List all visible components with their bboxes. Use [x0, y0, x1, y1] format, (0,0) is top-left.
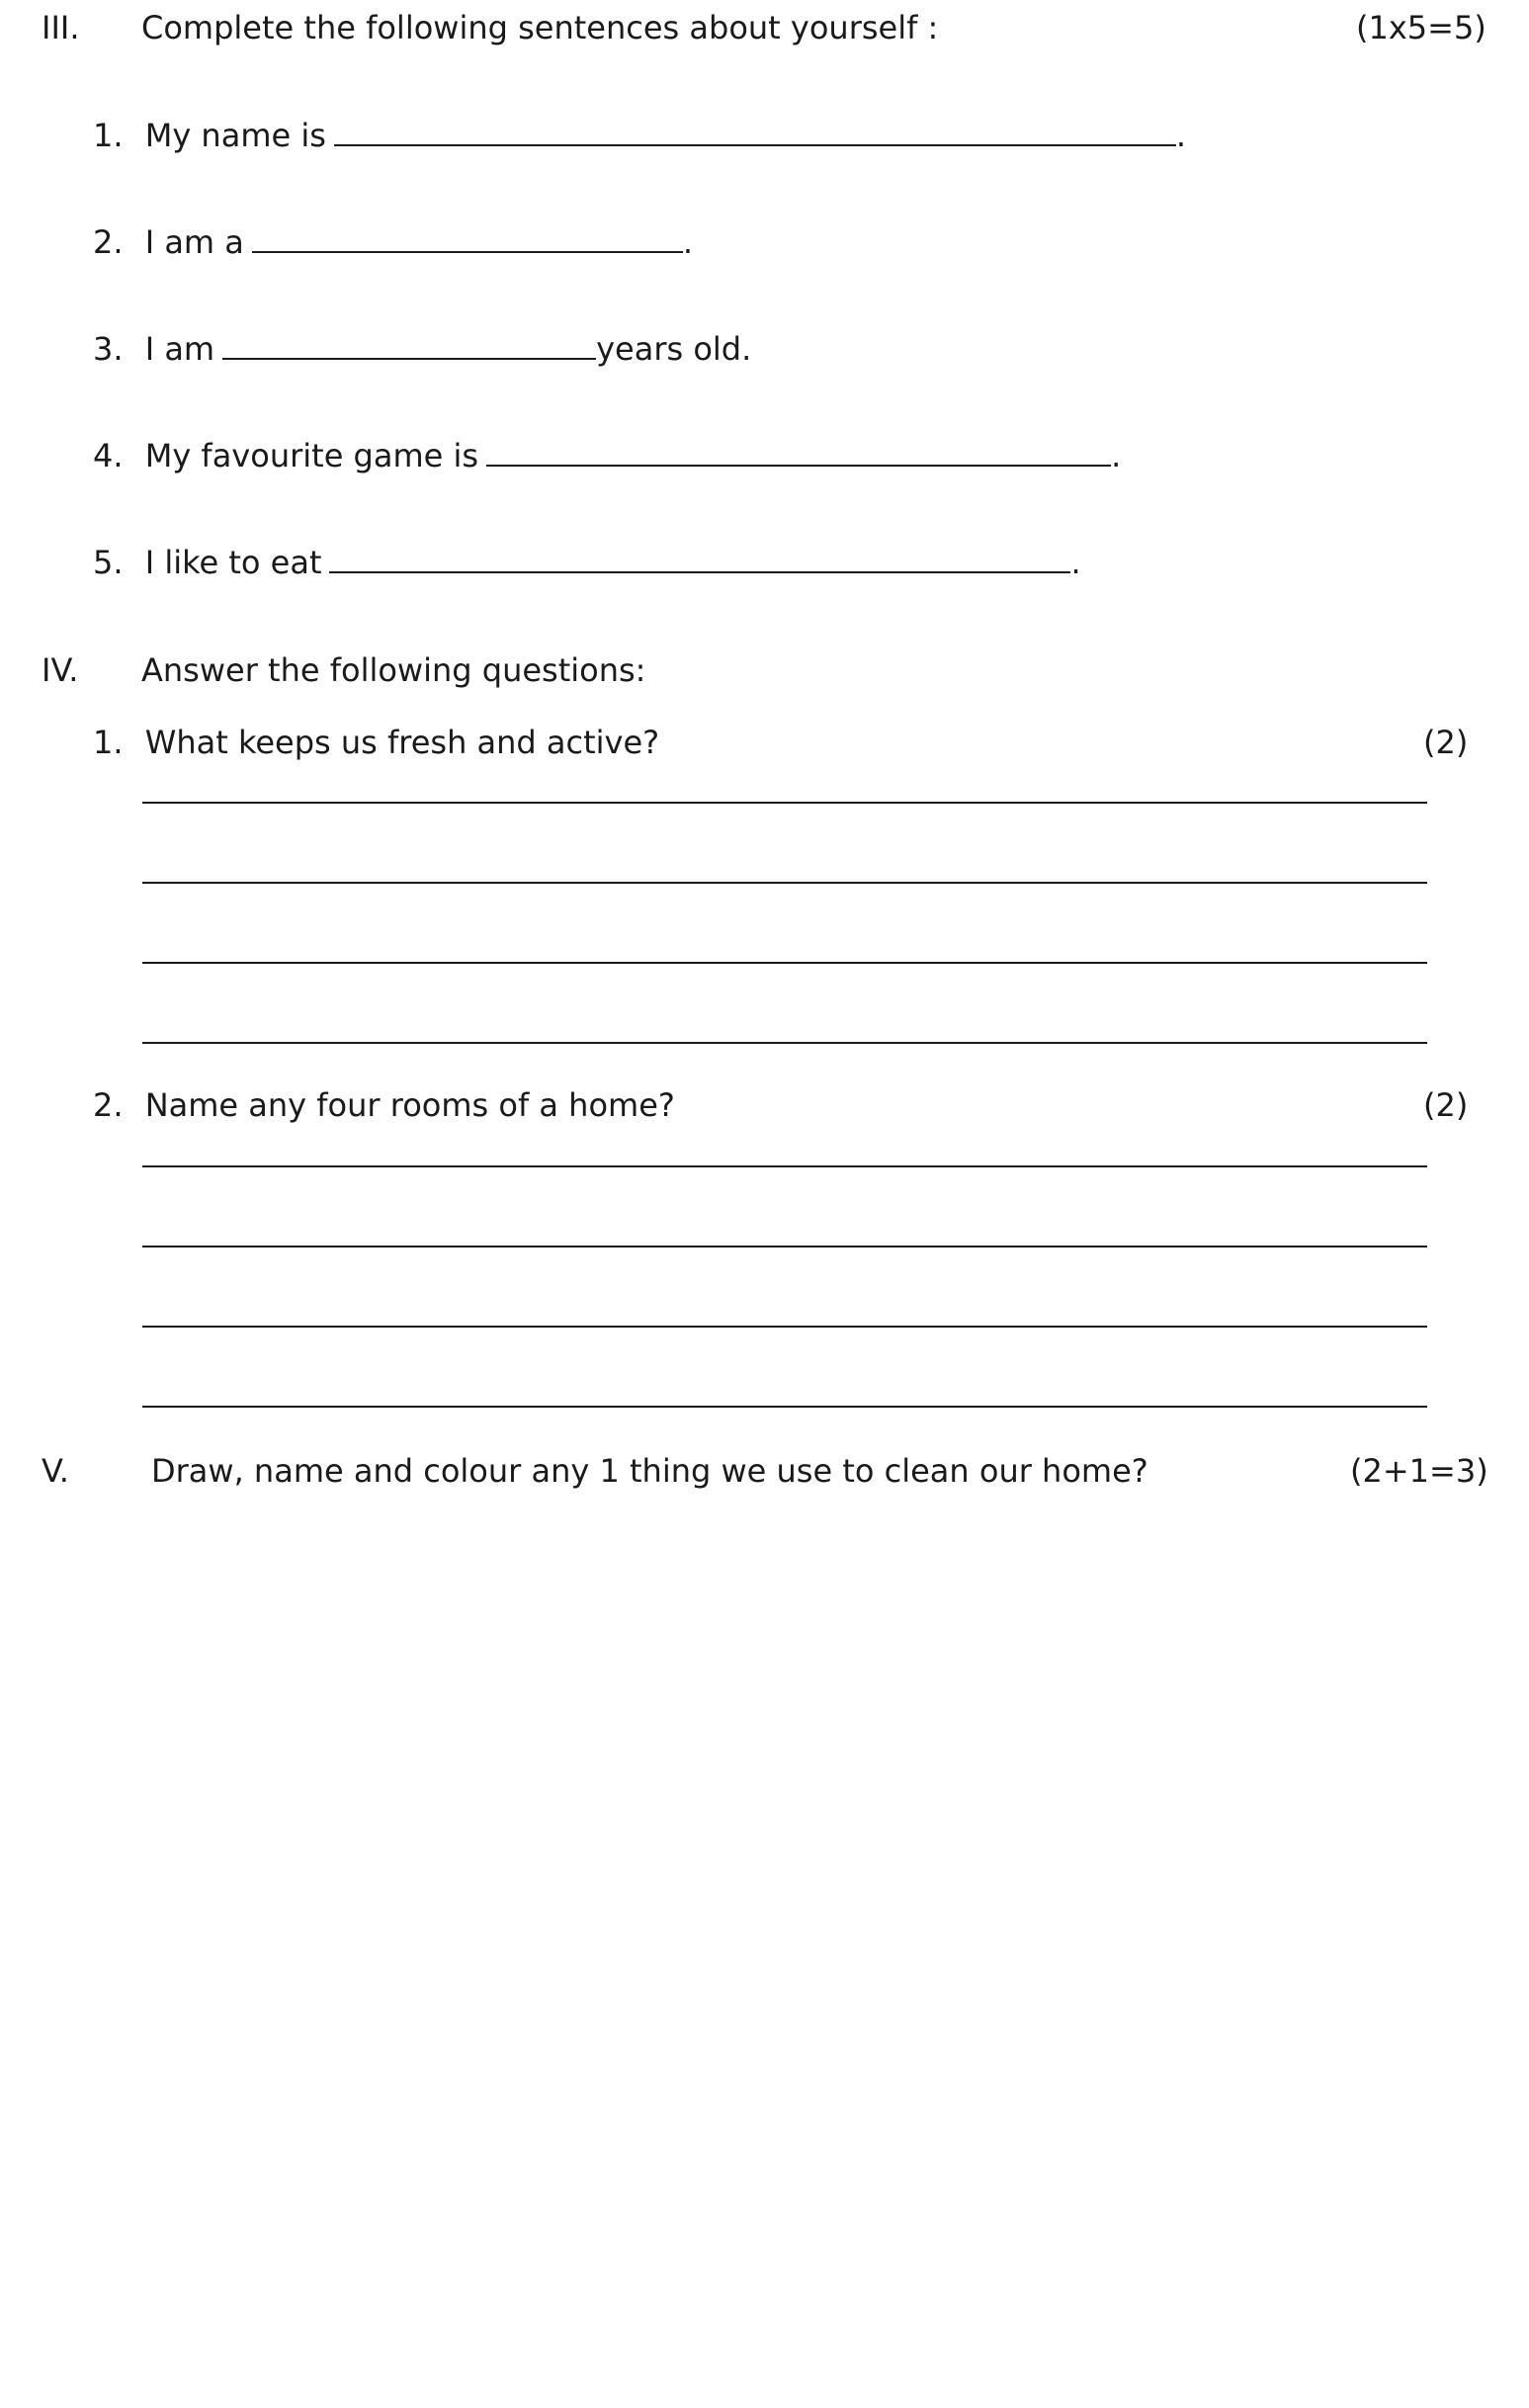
question-1-marks: (2)	[1423, 724, 1469, 761]
section-3-heading: Complete the following sentences about yourself :	[141, 9, 939, 46]
item-number: 2.	[93, 223, 124, 261]
answer-line[interactable]	[142, 882, 1427, 884]
sentence-item-4	[93, 436, 1121, 475]
answer-line[interactable]	[142, 1165, 1427, 1167]
item-suffix: .	[1070, 544, 1081, 581]
fill-in-blank-name[interactable]	[334, 119, 1176, 146]
section-5-heading: Draw, name and colour any 1 thing we use to clean our home?	[151, 1452, 1148, 1490]
answer-line[interactable]	[142, 1326, 1427, 1328]
item-suffix: .	[1111, 437, 1122, 474]
fill-in-blank-identity[interactable]	[252, 225, 683, 253]
section-4-numeral: IV.	[42, 651, 79, 689]
fill-in-blank-age[interactable]	[222, 332, 596, 360]
item-number: 5.	[93, 544, 124, 581]
question-text: Name any four rooms of a home?	[144, 1086, 675, 1124]
fill-in-blank-game[interactable]	[486, 439, 1111, 467]
sentence-item-5	[93, 543, 1081, 582]
item-suffix: .	[682, 223, 694, 261]
item-number: 4.	[93, 437, 124, 474]
section-5-numeral: V.	[42, 1452, 69, 1490]
item-number: 3.	[93, 330, 124, 368]
item-prompt: I like to eat	[144, 544, 322, 581]
answer-line[interactable]	[142, 1406, 1427, 1408]
section-3-marks: (1x5=5)	[1356, 9, 1487, 46]
item-prompt: My name is	[144, 117, 326, 154]
item-prompt: I am a	[144, 223, 244, 261]
sentence-item-2	[93, 222, 693, 262]
answer-line[interactable]	[142, 962, 1427, 964]
section-3-numeral: III.	[42, 9, 80, 46]
question-number: 2.	[93, 1086, 124, 1124]
question-2-marks: (2)	[1423, 1086, 1469, 1124]
item-prompt: My favourite game is	[144, 437, 479, 474]
question-text: What keeps us fresh and active?	[144, 724, 660, 761]
sentence-item-3	[93, 329, 751, 369]
answer-line[interactable]	[142, 1042, 1427, 1044]
section-4-heading: Answer the following questions:	[141, 651, 646, 689]
sentence-item-1	[93, 116, 1186, 155]
answer-line[interactable]	[142, 802, 1427, 804]
drawing-area[interactable]	[42, 1522, 1485, 2372]
question-1	[93, 723, 659, 762]
fill-in-blank-food[interactable]	[329, 546, 1070, 573]
answer-line[interactable]	[142, 1246, 1427, 1247]
item-number: 1.	[93, 117, 124, 154]
question-number: 1.	[93, 724, 124, 761]
item-suffix: years old.	[596, 330, 752, 368]
item-prompt: I am	[144, 330, 215, 368]
section-5-marks: (2+1=3)	[1350, 1452, 1488, 1490]
question-2	[93, 1085, 675, 1125]
item-suffix: .	[1175, 117, 1187, 154]
